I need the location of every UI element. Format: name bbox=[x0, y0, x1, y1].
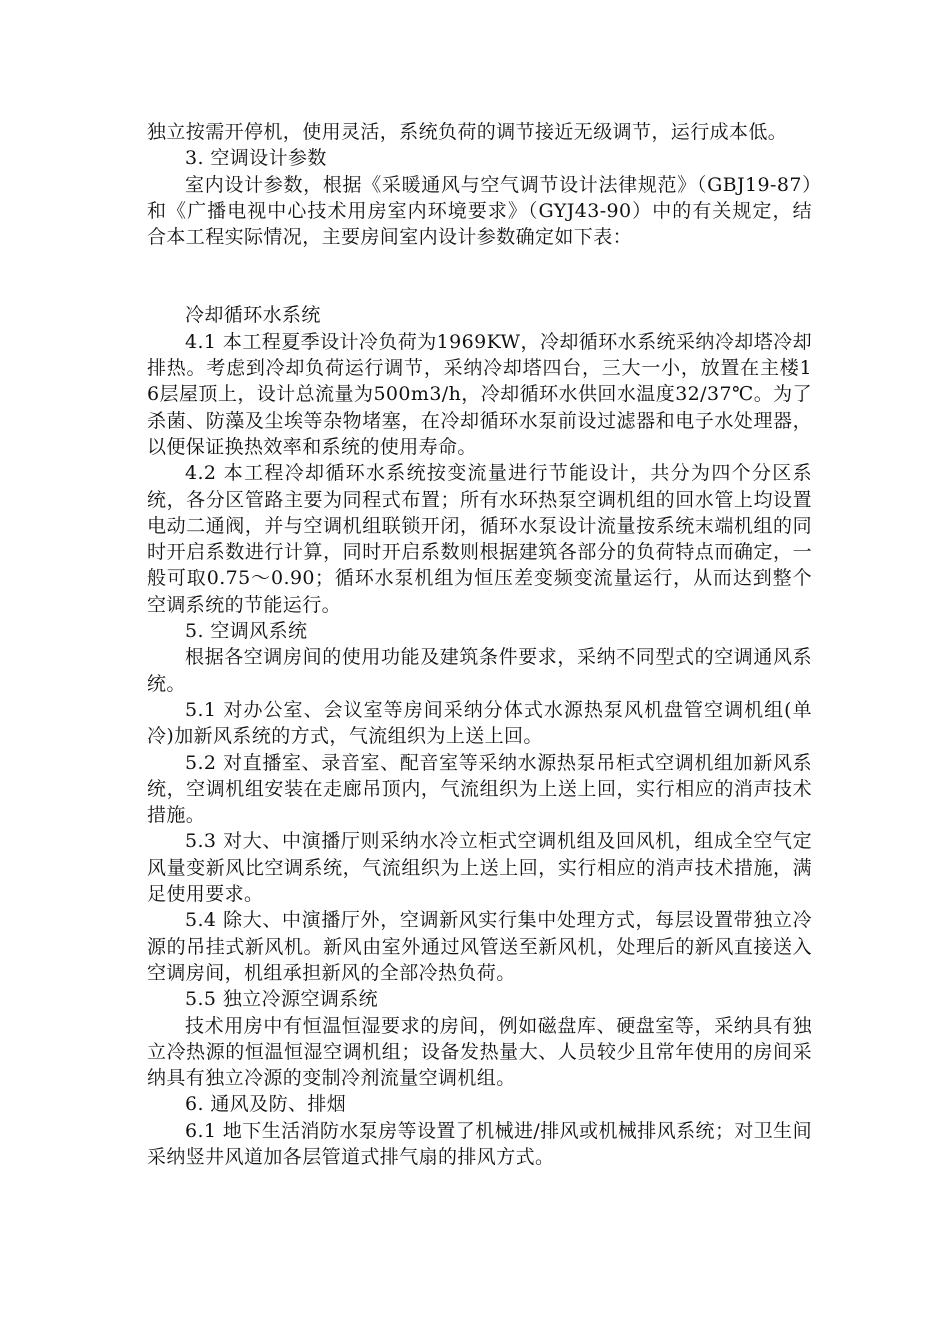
paragraph-5-4: 5.4 除大、中演播厅外，空调新风实行集中处理方式，每层设置带独立冷源的吊挂式新风机。新风由室外通过风管送至新风机，处理后的新风直接送入空调房间，机组承担新风的全部冷热负荷。 bbox=[147, 909, 812, 984]
paragraph-4-2: 4.2 本工程冷却循环水系统按变流量进行节能设计，共分为四个分区系统，各分区管路主要为同程式布置；所有水环热泵空调机组的回水管上均设置电动二通阀，并与空调机组联锁开闭，循环水泵设计流量按系统末端机组的同时开启系数进行计算，同时开启系数则根据建筑各部分的负荷特点而确定，一般可取0.75～0.90；循环水泵机组为恒压差变频变流量运行，从而达到整个空调系统的节能运行。 bbox=[147, 462, 812, 616]
paragraph-air-system-intro: 根据各空调房间的使用功能及建筑条件要求，采纳不同型式的空调通风系统。 bbox=[147, 646, 812, 695]
section-heading-ventilation: 6. 通风及防、排烟 bbox=[185, 1093, 347, 1116]
section-heading-5-5: 5.5 独立冷源空调系统 bbox=[185, 988, 379, 1011]
section-heading-cooling-water: 冷却循环水系统 bbox=[185, 304, 321, 327]
paragraph-6-1: 6.1 地下生活消防水泵房等设置了机械进/排风或机械排风系统；对卫生间采纳竖井风道加各层管道式排气扇的排风方式。 bbox=[147, 1119, 812, 1168]
paragraph-5-1: 5.1 对办公室、会议室等房间采纳分体式水源热泵风机盘管空调机组(单冷)加新风系统的方式，气流组织为上送上回。 bbox=[147, 698, 812, 748]
paragraph-4-1: 4.1 本工程夏季设计冷负荷为1969KW，冷却循环水系统采纳冷却塔冷却排热。考虑到冷却负荷运行调节，采纳冷却塔四台，三大一小，放置在主楼16层屋顶上，设计总流量为500m3/h，冷却循环水供回水温度32/37℃。为了杀菌、防藻及尘埃等杂物堵塞，在冷却循环水泵前设过滤器和电子水处理器，以便保证换热效率和系统的使用寿命。 bbox=[147, 330, 812, 458]
section-heading-design-parameters: 3. 空调设计参数 bbox=[185, 147, 327, 170]
paragraph-5-5-body: 技术用房中有恒温恒湿要求的房间，例如磁盘库、硬盘室等，采纳具有独立冷热源的恒温恒湿空调机组；设备发热量大、人员较少且常年使用的房间采纳具有独立冷源的变制冷剂流量空调机组。 bbox=[147, 1014, 812, 1090]
paragraph-indoor-design-parameters: 室内设计参数，根据《采暖通风与空气调节设计法律规范》（GBJ19-87）和《广播电视中心技术用房室内环境要求》（GYJ43-90）中的有关规定，结合本工程实际情况，主要房间室内设计参数确定如下表： bbox=[147, 173, 812, 249]
section-heading-air-system: 5. 空调风系统 bbox=[185, 620, 308, 643]
paragraph-5-2: 5.2 对直播室、录音室、配音室等采纳水源热泵吊柜式空调机组加新风系统，空调机组安装在走廊吊顶内，气流组织为上送上回，实行相应的消声技术措施。 bbox=[147, 751, 812, 827]
table-placeholder-gap bbox=[147, 250, 812, 302]
paragraph-intro-continuation: 独立按需开停机，使用灵活，系统负荷的调节接近无级调节，运行成本低。 bbox=[147, 121, 788, 143]
paragraph-5-3: 5.3 对大、中演播厅则采纳水冷立柜式空调机组及回风机，组成全空气定风量变新风比空调系统，气流组织为上送上回，实行相应的消声技术措施，满足使用要求。 bbox=[147, 830, 812, 906]
document-body bbox=[147, 119, 812, 1170]
